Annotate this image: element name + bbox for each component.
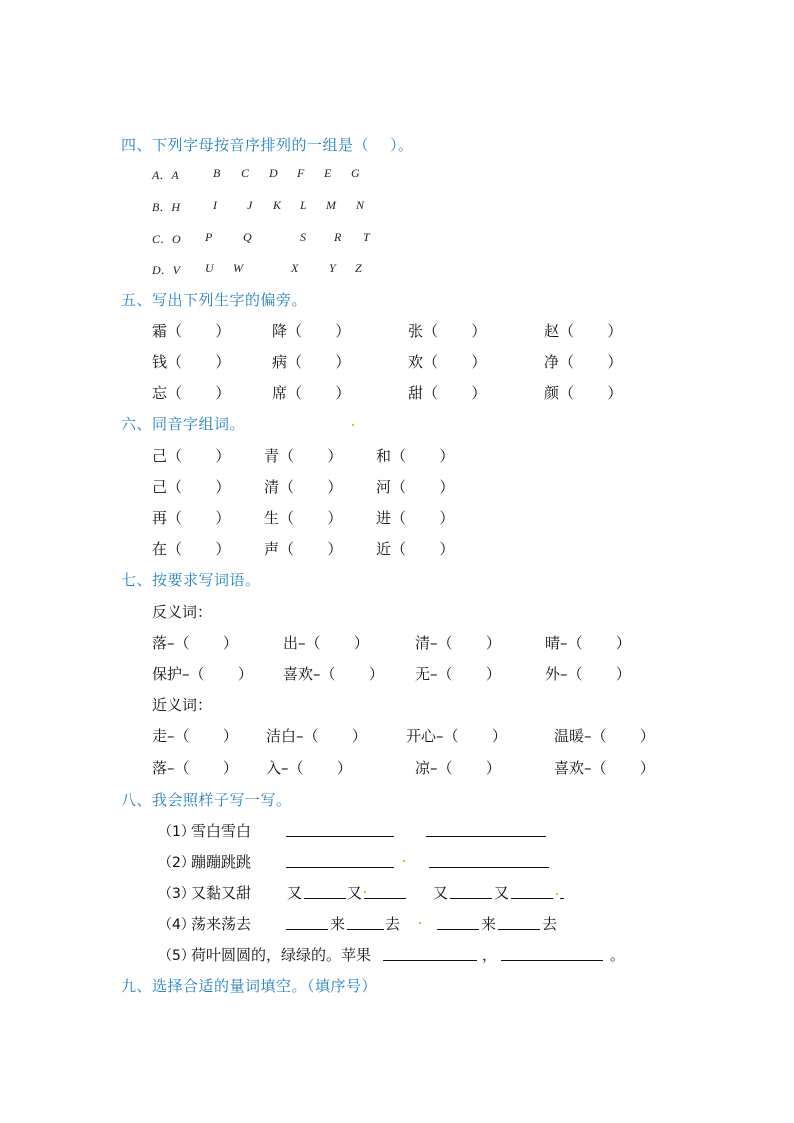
section-4-title: 四、下列字母按音序排列的一组是（ ）。 bbox=[121, 136, 414, 154]
antonym-item: 喜欢–（ ） bbox=[283, 665, 384, 683]
option-letter: U bbox=[205, 261, 214, 275]
radical-item: 降（ ） bbox=[272, 322, 351, 340]
homophone-item: 己（ ） bbox=[152, 447, 231, 465]
answer-blank[interactable] bbox=[304, 898, 346, 899]
option-d-label: D．V bbox=[152, 263, 180, 277]
antonym-item: 外–（ ） bbox=[545, 665, 631, 683]
synonym-item: 喜欢–（ ） bbox=[554, 759, 655, 777]
radical-item: 钱（ ） bbox=[152, 353, 231, 371]
item-number: （1） bbox=[158, 824, 195, 840]
option-letter: T bbox=[363, 230, 370, 244]
synonym-label: 近义词： bbox=[152, 696, 213, 714]
stray-mark bbox=[403, 860, 405, 862]
section-6-title: 六、同音字组词。 bbox=[121, 415, 246, 433]
example-word: 蹦蹦跳跳 bbox=[191, 853, 252, 871]
option-letter: D bbox=[269, 166, 278, 180]
antonym-item: 落–（ ） bbox=[152, 634, 238, 652]
option-letter: Z bbox=[355, 261, 362, 275]
option-letter: S bbox=[300, 230, 306, 244]
homophone-item: 近（ ） bbox=[376, 540, 455, 558]
stray-mark bbox=[556, 893, 558, 895]
example-sentence: 荷叶圆圆的，绿绿的。苹果 bbox=[191, 946, 372, 964]
option-letter: F bbox=[297, 166, 305, 180]
answer-blank[interactable] bbox=[286, 929, 328, 930]
homophone-item: 生（ ） bbox=[264, 509, 343, 527]
pattern-char: 又 bbox=[287, 884, 303, 902]
comma: ， bbox=[482, 946, 498, 964]
pattern-char: 又 bbox=[433, 884, 449, 902]
section-5-title: 五、写出下列生字的偏旁。 bbox=[121, 291, 308, 309]
homophone-item: 青（ ） bbox=[264, 447, 343, 465]
option-letter: G bbox=[351, 166, 360, 180]
item-number: （3） bbox=[158, 886, 195, 902]
stray-mark bbox=[364, 891, 366, 893]
synonym-item: 洁白–（ ） bbox=[266, 727, 367, 745]
synonym-item: 入–（ ） bbox=[266, 759, 352, 777]
option-b-label: B．H bbox=[152, 200, 180, 214]
antonym-item: 保护–（ ） bbox=[152, 665, 253, 683]
stray-mark bbox=[352, 424, 354, 426]
example-word: 雪白雪白 bbox=[191, 822, 252, 840]
option-letter: N bbox=[356, 198, 365, 212]
synonym-item: 开心–（ ） bbox=[406, 727, 507, 745]
example-word: 又黏又甜 bbox=[191, 884, 252, 902]
option-letter: P bbox=[205, 230, 213, 244]
homophone-item: 在（ ） bbox=[152, 540, 231, 558]
option-letter: W bbox=[233, 261, 243, 275]
option-letter: B bbox=[213, 166, 221, 180]
radical-item: 甜（ ） bbox=[408, 384, 487, 402]
answer-blank[interactable] bbox=[429, 867, 549, 868]
option-letter: I bbox=[213, 198, 217, 212]
radical-item: 欢（ ） bbox=[408, 353, 487, 371]
answer-blank[interactable] bbox=[383, 960, 477, 961]
option-letter: Y bbox=[329, 261, 336, 275]
answer-blank[interactable] bbox=[426, 836, 546, 837]
radical-item: 席（ ） bbox=[272, 384, 351, 402]
homophone-item: 声（ ） bbox=[264, 540, 343, 558]
answer-blank[interactable] bbox=[498, 929, 540, 930]
synonym-item: 落–（ ） bbox=[152, 759, 238, 777]
synonym-item: 温暖–（ ） bbox=[554, 727, 655, 745]
stray-mark bbox=[419, 922, 421, 924]
pattern-char: 来 bbox=[481, 915, 497, 933]
answer-blank[interactable] bbox=[450, 898, 492, 899]
option-letter: C bbox=[241, 166, 250, 180]
option-a-label: A．A bbox=[152, 168, 179, 182]
antonym-item: 出–（ ） bbox=[283, 634, 369, 652]
pattern-char: 又 bbox=[347, 884, 363, 902]
answer-blank[interactable] bbox=[286, 867, 394, 868]
answer-blank[interactable] bbox=[511, 898, 553, 899]
homophone-item: 进（ ） bbox=[376, 509, 455, 527]
homophone-item: 清（ ） bbox=[264, 478, 343, 496]
answer-blank[interactable] bbox=[437, 929, 479, 930]
synonym-item: 凉–（ ） bbox=[415, 759, 501, 777]
antonym-item: 无–（ ） bbox=[415, 665, 501, 683]
option-c-label: C．O bbox=[152, 232, 181, 246]
item-number: （2） bbox=[158, 855, 195, 871]
section-8-title: 八、我会照样子写一写。 bbox=[121, 791, 292, 809]
homophone-item: 和（ ） bbox=[376, 447, 455, 465]
synonym-item: 走–（ ） bbox=[152, 727, 238, 745]
radical-item: 张（ ） bbox=[408, 322, 487, 340]
option-letter: J bbox=[247, 198, 253, 212]
antonym-item: 清–（ ） bbox=[415, 634, 501, 652]
answer-blank[interactable] bbox=[364, 898, 406, 899]
pattern-char: 又 bbox=[494, 884, 510, 902]
pattern-char: 去 bbox=[542, 915, 558, 933]
homophone-item: 河（ ） bbox=[376, 478, 455, 496]
radical-item: 忘（ ） bbox=[152, 384, 231, 402]
option-letter: X bbox=[291, 261, 299, 275]
item-number: （5） bbox=[158, 948, 195, 964]
option-letter: Q bbox=[243, 230, 252, 244]
radical-item: 霜（ ） bbox=[152, 322, 231, 340]
section-9-title: 九、选择合适的量词填空。（填序号） bbox=[121, 977, 378, 995]
antonym-item: 晴–（ ） bbox=[545, 634, 631, 652]
radical-item: 颜（ ） bbox=[544, 384, 623, 402]
option-letter: R bbox=[334, 230, 342, 244]
radical-item: 病（ ） bbox=[272, 353, 351, 371]
pattern-char: 去 bbox=[385, 915, 401, 933]
homophone-item: 再（ ） bbox=[152, 509, 231, 527]
homophone-item: 己（ ） bbox=[152, 478, 231, 496]
option-letter: L bbox=[300, 198, 307, 212]
example-word: 荡来荡去 bbox=[191, 915, 252, 933]
option-letter: M bbox=[326, 198, 336, 212]
option-letter: E bbox=[324, 166, 332, 180]
period: 。 bbox=[610, 946, 626, 964]
answer-blank[interactable] bbox=[347, 929, 384, 930]
antonym-label: 反义词： bbox=[152, 603, 213, 621]
pattern-char: 来 bbox=[330, 915, 346, 933]
answer-blank[interactable] bbox=[501, 960, 603, 961]
answer-blank[interactable] bbox=[560, 898, 564, 899]
item-number: （4） bbox=[158, 917, 195, 933]
option-letter: K bbox=[273, 198, 282, 212]
radical-item: 赵（ ） bbox=[544, 322, 623, 340]
radical-item: 净（ ） bbox=[544, 353, 623, 371]
section-7-title: 七、按要求写词语。 bbox=[121, 571, 261, 589]
answer-blank[interactable] bbox=[286, 836, 394, 837]
